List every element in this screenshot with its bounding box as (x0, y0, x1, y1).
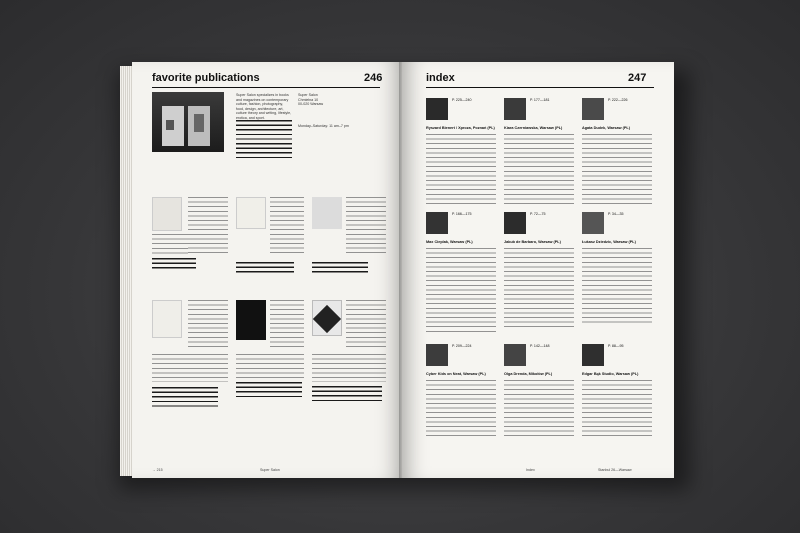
entry-text (582, 134, 652, 204)
right-page (402, 62, 674, 478)
entry-text (426, 134, 496, 204)
book-cover-1 (152, 197, 182, 231)
right-page-number: 247 (628, 72, 647, 84)
entry-pages: P. 177—181 (530, 98, 550, 102)
portrait-8 (504, 344, 526, 366)
hours: Monday–Saturday: 11 am–7 pm (298, 124, 349, 128)
portrait-4 (426, 212, 448, 234)
review-credit-5 (236, 382, 302, 400)
entry-name: Kiara Czerniawska, Warsaw (PL) (504, 126, 563, 130)
left-page-title: favorite publications (152, 72, 260, 84)
entry-text (582, 380, 652, 440)
entry-pages: P. 72—75 (530, 212, 546, 216)
entry-pages: P. 88—95 (608, 344, 624, 348)
review-text-6 (346, 300, 386, 350)
entry-text (426, 248, 496, 334)
review-text-3 (346, 197, 386, 257)
review-text-4 (188, 300, 228, 350)
address-line: Chmielna 10 (298, 97, 319, 102)
right-footer-title: Stanbul 26—Warsaw (598, 468, 632, 472)
entry-name: Edgar Bąk Studio, Warsaw (PL) (582, 372, 639, 376)
review-text-4b (152, 354, 228, 382)
book-cover-4 (152, 300, 182, 338)
review-credit-1 (152, 258, 196, 270)
entry-name: Agata Dudek, Warsaw (PL) (582, 126, 630, 130)
entry-text (582, 248, 652, 324)
entry-pages: P. 209—224 (452, 344, 472, 348)
review-text-1b (152, 234, 188, 254)
review-text-5 (270, 300, 304, 350)
entry-text (504, 134, 574, 204)
book-cover-5 (236, 300, 266, 340)
entry-pages: P. 222—226 (608, 98, 628, 102)
review-text-1 (188, 197, 228, 257)
book-cover-3 (312, 197, 342, 229)
portrait-5 (504, 212, 526, 234)
right-header-rule (426, 87, 654, 88)
entry-name: Max Cieplak, Warsaw (PL) (426, 240, 473, 244)
entry-pages: P. 34—35 (608, 212, 624, 216)
portrait-9 (582, 344, 604, 366)
address-line: 00-020 Warsaw (298, 102, 324, 107)
portrait-7 (426, 344, 448, 366)
right-footer-section: Index (526, 468, 535, 472)
portrait-1 (426, 98, 448, 120)
portrait-3 (582, 98, 604, 120)
entry-text (504, 248, 574, 328)
book-cover-2 (236, 197, 266, 229)
review-credit-3 (312, 262, 368, 274)
entry-pages: P. 166—175 (452, 212, 472, 216)
entry-text (426, 380, 496, 440)
review-text-2 (270, 197, 304, 257)
address-line: Super Salon (298, 93, 318, 97)
left-header-rule (152, 87, 380, 88)
intro-bold-lines (236, 120, 292, 160)
shop-photo (152, 92, 224, 152)
left-footer-section: Super Salon (260, 468, 280, 472)
review-text-5b (236, 354, 304, 378)
intro-text: Super Salon specializes in books and magazines on contemporary culture, fashion, photography, food, design, architecture, art, culture theory and writing, lifestyle, erotica, and sport. (236, 93, 292, 120)
entry-text (504, 380, 574, 436)
portrait-6 (582, 212, 604, 234)
entry-name: Jakub de Barbaro, Warsaw (PL) (504, 240, 561, 244)
entry-name: Ryszard Bienert / Xproza, Poznań (PL) (426, 126, 495, 130)
entry-pages: P. 142—148 (530, 344, 550, 348)
book-cover-6 (312, 300, 342, 336)
address-block (298, 93, 354, 107)
left-page-number: 246 (364, 72, 383, 84)
review-credit-6 (312, 386, 382, 402)
left-footer-page: → 215 (152, 468, 163, 472)
entry-pages: P. 225—240 (452, 98, 472, 102)
right-page-title: index (426, 72, 455, 84)
review-credit-2 (236, 262, 294, 274)
left-page (132, 62, 402, 478)
entry-name: Łukasz Dziedzic, Warsaw (PL) (582, 240, 636, 244)
portrait-2 (504, 98, 526, 120)
entry-name: Cyber Kids on Neat, Warsaw (PL) (426, 372, 486, 376)
review-text-6b (312, 354, 386, 382)
review-credit-4 (152, 387, 218, 409)
entry-name: Olga Drenda, Mikołów (PL) (504, 372, 553, 376)
